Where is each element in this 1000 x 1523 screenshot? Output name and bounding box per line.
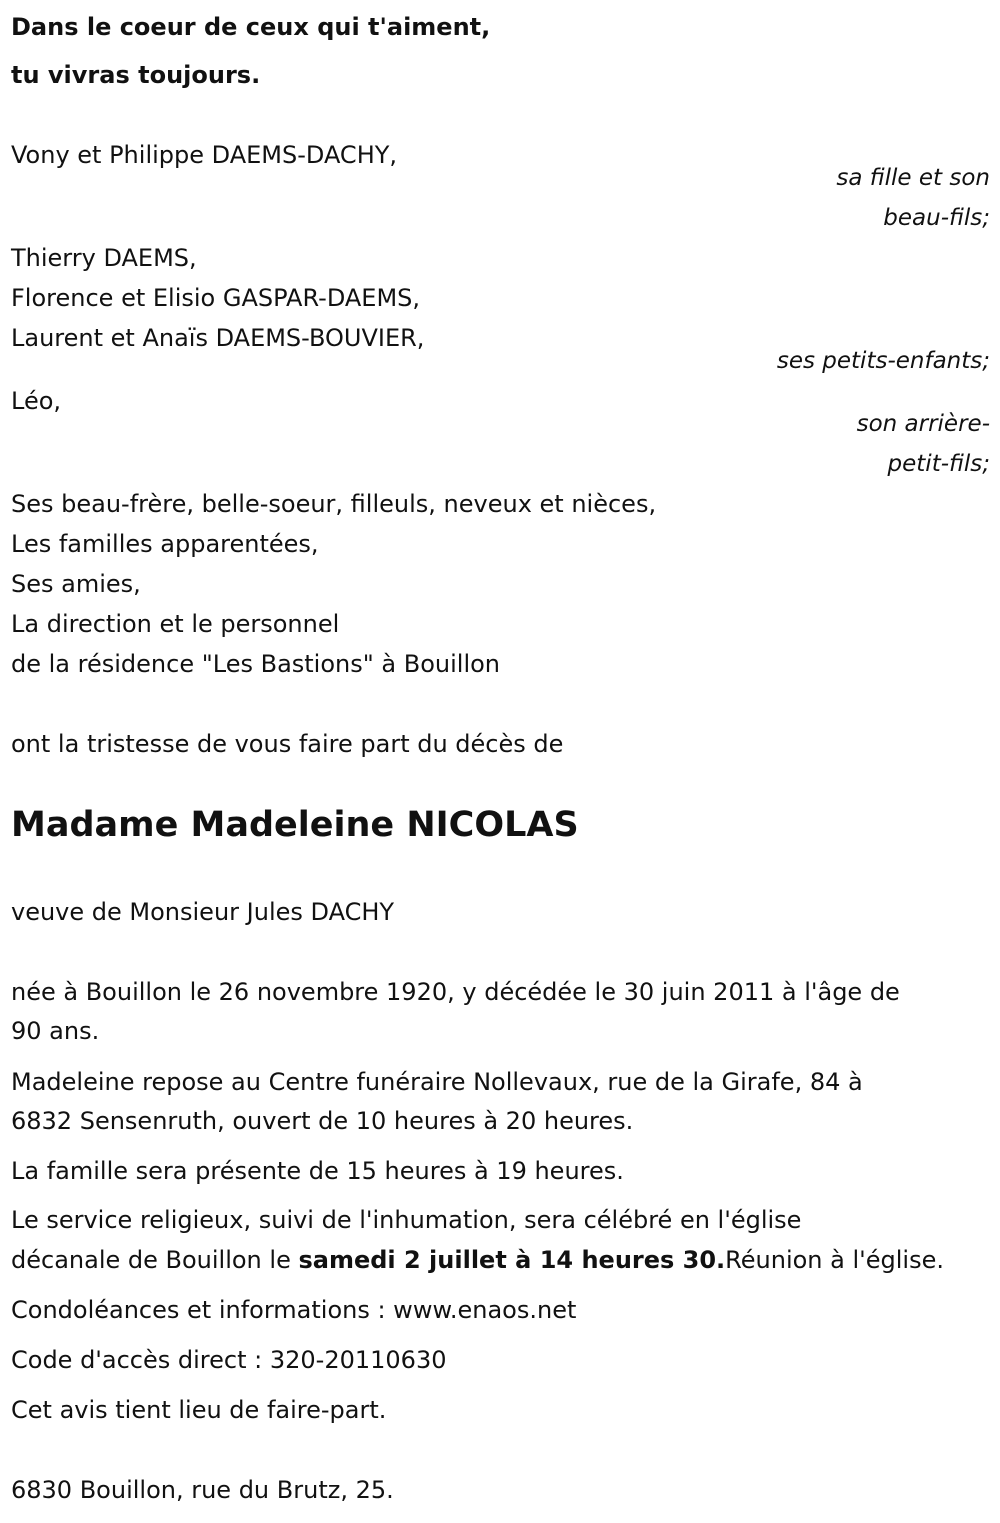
- family-others-3: Ses amies,: [11, 570, 141, 598]
- service-line-2: [11, 1240, 944, 1280]
- deceased-name: Madame Madeleine NICOLAS: [11, 805, 579, 845]
- rest-line-2: 6832 Sensenruth, ouvert de 10 heures à 20 heures.: [11, 1107, 634, 1135]
- notice-text: Cet avis tient lieu de faire-part.: [11, 1396, 387, 1424]
- family-grandchild-2: Florence et Elisio GASPAR-DAEMS,: [11, 284, 421, 312]
- role-grandchildren: ses petits-enfants;: [776, 348, 990, 374]
- family-others-1: Ses beau-frère, belle-soeur, filleuls, neveux et nièces,: [11, 490, 657, 518]
- address: 6830 Bouillon, rue du Brutz, 25.: [11, 1476, 394, 1504]
- role-daughter-1: sa fille et son: [836, 165, 990, 191]
- role-great-grandchild-2: petit-fils;: [887, 451, 990, 477]
- family-others-2: Les familles apparentées,: [11, 530, 319, 558]
- condolences-info: Condoléances et informations : www.enaos.net: [11, 1296, 577, 1324]
- family-others-4: La direction et le personnel: [11, 610, 340, 638]
- access-code: Code d'accès direct : 320-20110630: [11, 1346, 447, 1374]
- rest-line-1: Madeleine repose au Centre funéraire Nollevaux, rue de la Girafe, 84 à: [11, 1068, 863, 1096]
- birth-death-line-1: née à Bouillon le 26 novembre 1920, y décédée le 30 juin 2011 à l'âge de: [11, 978, 900, 1006]
- widow-of: veuve de Monsieur Jules DACHY: [11, 898, 395, 926]
- family-grandchild-3: Laurent et Anaïs DAEMS-BOUVIER,: [11, 324, 425, 352]
- birth-death-line-2: 90 ans.: [11, 1017, 100, 1045]
- service-prefix: décanale de Bouillon le: [11, 1246, 299, 1274]
- epitaph-line-1: Dans le coeur de ceux qui t'aiment,: [11, 13, 491, 41]
- role-great-grandchild-1: son arrière-: [856, 411, 990, 437]
- epitaph-line-2: tu vivras toujours.: [11, 61, 261, 89]
- family-grandchild-1: Thierry DAEMS,: [11, 244, 197, 272]
- family-great-grandchild: Léo,: [11, 387, 62, 415]
- announcement-text: ont la tristesse de vous faire part du décès de: [11, 730, 564, 758]
- service-suffix: Réunion à l'église.: [725, 1246, 944, 1274]
- service-line-1: Le service religieux, suivi de l'inhumation, sera célébré en l'église: [11, 1206, 802, 1234]
- role-daughter-2: beau-fils;: [883, 205, 990, 231]
- family-daughter: Vony et Philippe DAEMS-DACHY,: [11, 141, 398, 169]
- family-others-5: de la résidence "Les Bastions" à Bouillon: [11, 650, 501, 678]
- service-date-time: samedi 2 juillet à 14 heures 30.: [298, 1246, 726, 1274]
- family-presence: La famille sera présente de 15 heures à 19 heures.: [11, 1157, 624, 1185]
